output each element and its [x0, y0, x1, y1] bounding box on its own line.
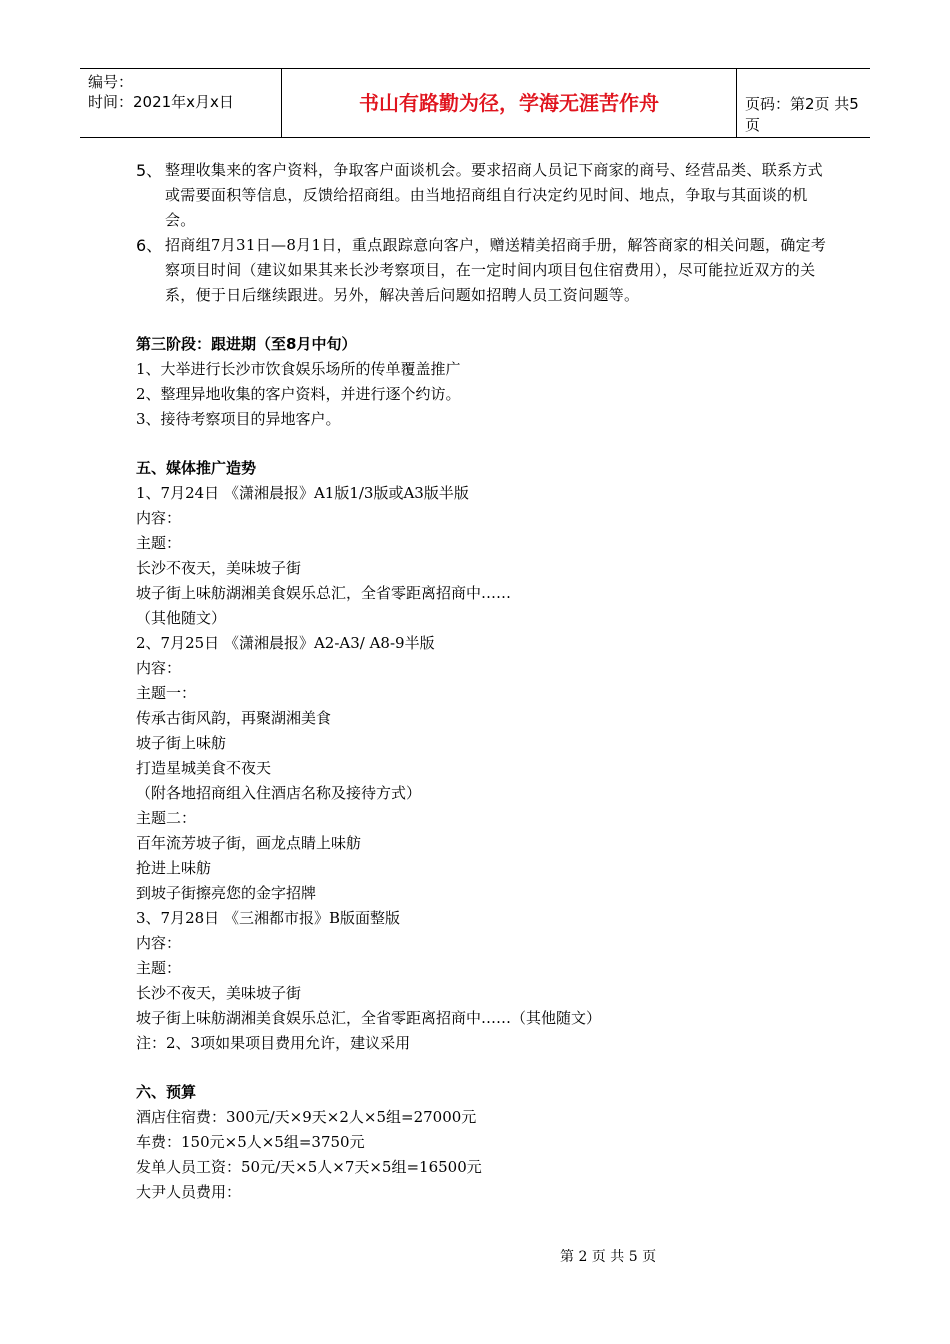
- media-line: （其他随文）: [136, 609, 227, 627]
- media-line: （附各地招商组入住酒店名称及接待方式）: [136, 784, 422, 802]
- item-number: 5、: [136, 161, 163, 180]
- media-line: 主题：: [136, 534, 182, 552]
- media-line: 坡子街上味舫: [136, 734, 227, 752]
- media-line: 内容：: [136, 934, 182, 952]
- media-heading: 五、媒体推广造势: [136, 459, 257, 477]
- media-line: 坡子街上味舫湖湘美食娱乐总汇，全省零距离招商中……（其他随文）: [136, 1009, 602, 1027]
- media-line: 长沙不夜天，美味坡子街: [136, 984, 302, 1002]
- media-line: 3、7月28日 《三湘都市报》B版面整版: [136, 909, 400, 927]
- header-page-number: 页码：第2页 共5页: [745, 95, 859, 134]
- media-line: 到坡子街擦亮您的金字招牌: [136, 884, 317, 902]
- item-text: 招商组7月31日—8月1日，重点跟踪意向客户，赠送精美招商手册，解答商家的相关问题，确定考察项目时间（建议如果其来长沙考察项目，在一定时间内项目包住宿费用），尽可能拉近双方的关系，便于日后继续跟进。另外，解决善后问题如招聘人员工资问题等。: [165, 236, 827, 304]
- media-line: 主题二：: [136, 809, 197, 827]
- media-line: 传承古街风韵，再聚湖湘美食: [136, 709, 332, 727]
- budget-line: 发单人员工资：50元/天×5人×7天×5组=16500元: [136, 1158, 482, 1176]
- media-line: 抢进上味舫: [136, 859, 212, 877]
- item-text: 整理收集来的客户资料，争取客户面谈机会。要求招商人员记下商家的商号、经营品类、联系方式或需要面积等信息，反馈给招商组。由当地招商组自行决定约见时间、地点，争取与其面谈的机会。: [165, 161, 823, 229]
- item-number: 6、: [136, 236, 163, 255]
- header-serial: 编号：: [88, 73, 134, 91]
- budget-line: 车费：150元×5人×5组=3750元: [136, 1133, 365, 1151]
- media-line: 内容：: [136, 509, 182, 527]
- media-line: 内容：: [136, 659, 182, 677]
- header-meta: [80, 69, 282, 137]
- list-item: [136, 233, 836, 308]
- stage3-line: 3、接待考察项目的异地客户。: [136, 410, 341, 428]
- header-motto: 书山有路勤为径，学海无涯苦作舟: [282, 69, 737, 137]
- budget-line: 酒店住宿费：300元/天×9天×2人×5组=27000元: [136, 1108, 477, 1126]
- media-line: 百年流芳坡子街，画龙点睛上味舫: [136, 834, 362, 852]
- list-item: [136, 158, 836, 233]
- media-line: 2、7月25日 《潇湘晨报》A2-A3/ A8-9半版: [136, 634, 435, 652]
- header-date: 时间：2021年x月x日: [88, 93, 234, 111]
- stage3-line: 2、整理异地收集的客户资料，并进行逐个约访。: [136, 385, 461, 403]
- budget-heading: 六、预算: [136, 1083, 197, 1101]
- page-header: [80, 68, 870, 138]
- media-line: 注：2、3项如果项目费用允许，建议采用: [136, 1034, 411, 1052]
- media-line: 打造星城美食不夜天: [136, 759, 272, 777]
- page-footer: 第 2 页 共 5 页: [560, 1249, 657, 1265]
- stage3-line: 1、大举进行长沙市饮食娱乐场所的传单覆盖推广: [136, 360, 461, 378]
- media-line: 坡子街上味舫湖湘美食娱乐总汇，全省零距离招商中……: [136, 584, 512, 602]
- stage3-heading: 第三阶段：跟进期（至8月中旬）: [136, 335, 357, 353]
- media-line: 主题：: [136, 959, 182, 977]
- media-line: 1、7月24日 《潇湘晨报》A1版1/3版或A3版半版: [136, 484, 469, 502]
- media-line: 主题一：: [136, 684, 197, 702]
- budget-line: 大尹人员费用：: [136, 1183, 242, 1201]
- media-line: 长沙不夜天，美味坡子街: [136, 559, 302, 577]
- document-body: [136, 158, 836, 1205]
